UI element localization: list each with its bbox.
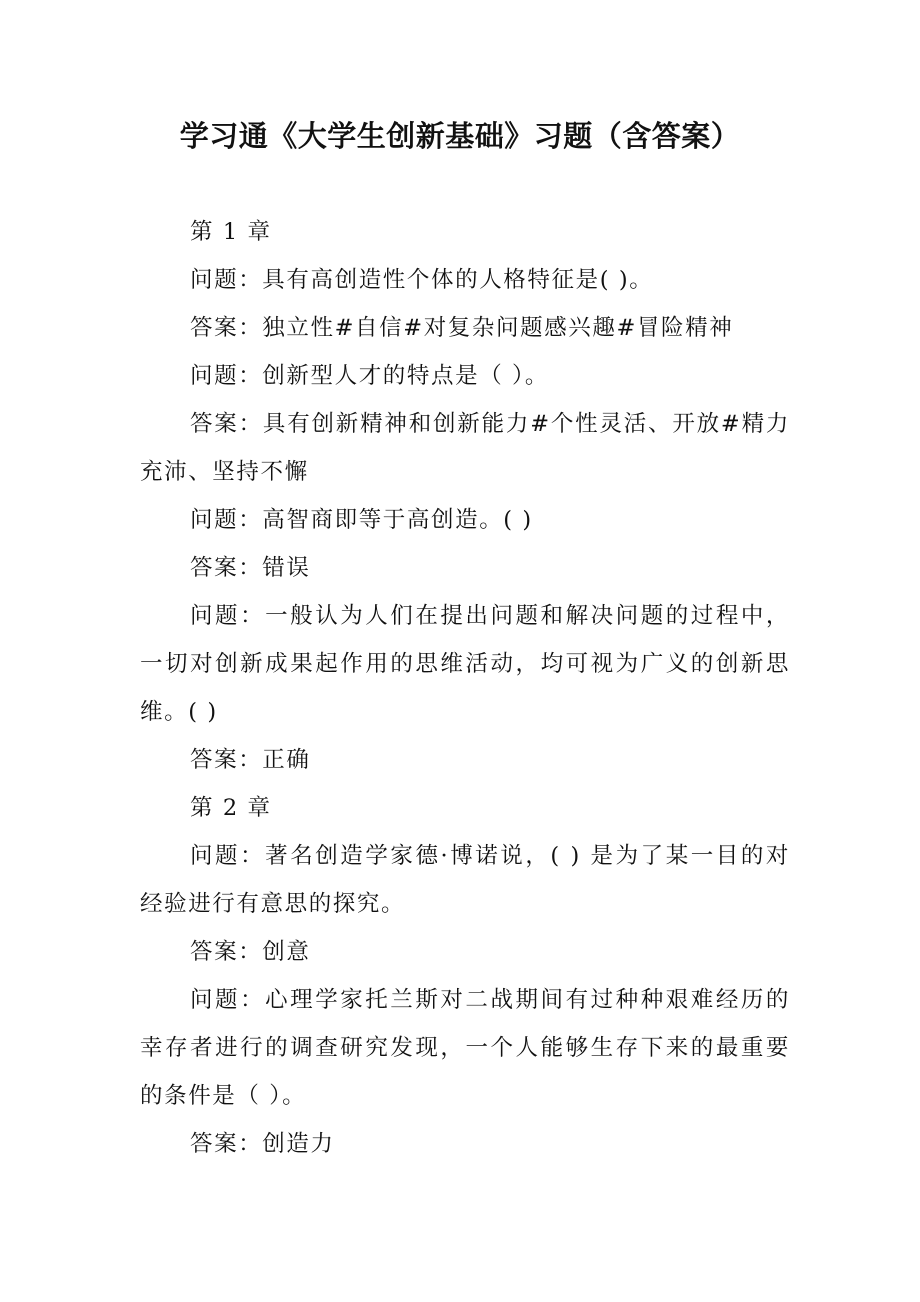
question-paragraph: 问题：著名创造学家德·博诺说，( ) 是为了某一目的对经验进行有意思的探究。 xyxy=(140,843,790,917)
answer-paragraph: 答案：正确 xyxy=(190,747,311,773)
question-paragraph: 问题：高智商即等于高创造。( ) xyxy=(190,507,533,533)
answer-paragraph: 答案：创意 xyxy=(190,939,311,965)
answer-paragraph: 答案：创造力 xyxy=(190,1131,335,1157)
question-paragraph: 问题：心理学家托兰斯对二战期间有过种种艰难经历的幸存者进行的调查研究发现，一个人能够生存下来的最重要的条件是（ ）。 xyxy=(140,987,790,1109)
document-body xyxy=(140,208,790,1168)
answer-paragraph: 答案：错误 xyxy=(190,555,311,581)
chapter-heading: 第 1 章 xyxy=(190,219,272,245)
answer-paragraph: 答案：具有创新精神和创新能力#个性灵活、开放#精力充沛、坚持不懈 xyxy=(140,411,790,485)
question-paragraph: 问题：创新型人才的特点是（ ）。 xyxy=(190,363,550,389)
document-title: 学习通《大学生创新基础》习题（含答案） xyxy=(179,119,741,153)
chapter-heading: 第 2 章 xyxy=(190,795,272,821)
answer-paragraph: 答案：独立性#自信#对复杂问题感兴趣#冒险精神 xyxy=(190,315,734,341)
question-paragraph: 问题：一般认为人们在提出问题和解决问题的过程中，一切对创新成果起作用的思维活动，均可视为广义的创新思维。( ) xyxy=(140,603,790,725)
question-paragraph: 问题：具有高创造性个体的人格特征是( )。 xyxy=(190,267,654,293)
